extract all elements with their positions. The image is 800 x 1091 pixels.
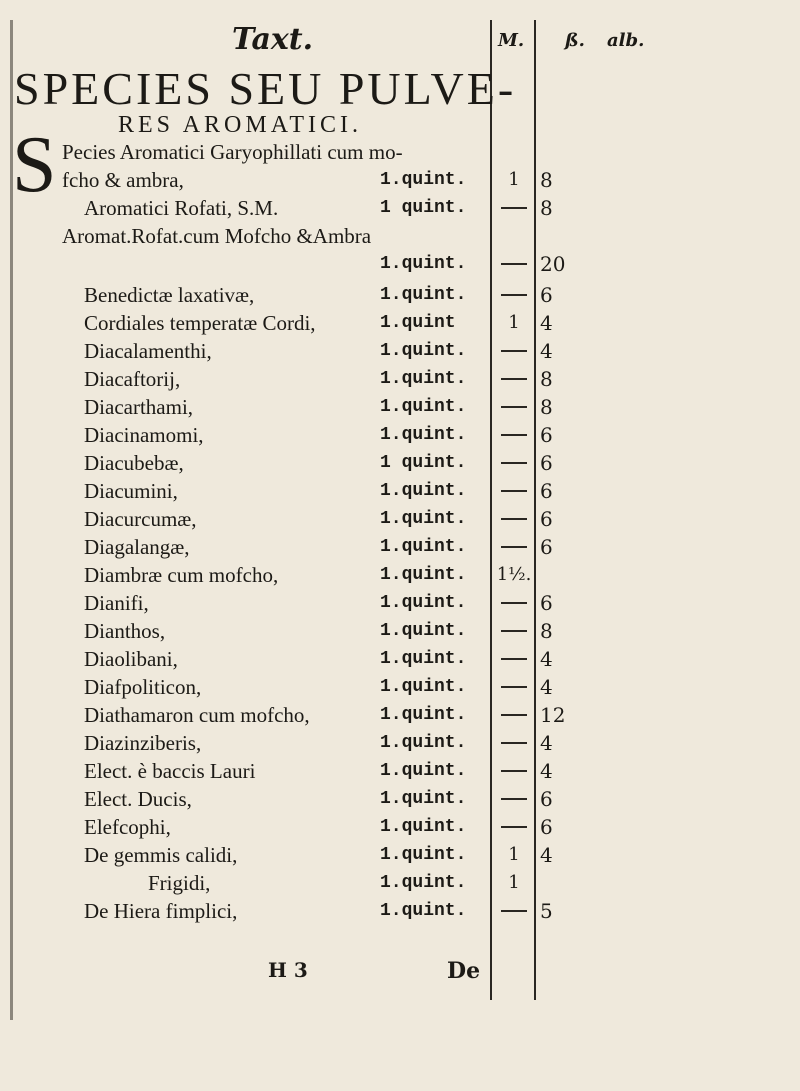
dash-mark (501, 207, 527, 209)
entry-quantity: 1.quint (380, 313, 456, 333)
dash-mark (501, 294, 527, 296)
entry-price-m (492, 535, 536, 559)
entry-price-m (492, 252, 536, 276)
dash-mark (501, 826, 527, 828)
drop-cap: S (12, 121, 57, 209)
entry-price-m (492, 759, 536, 783)
entry-quantity: 1.quint. (380, 509, 467, 529)
column-header-m: M. (498, 30, 525, 51)
entry-price-m (492, 395, 536, 419)
dash-mark (501, 686, 527, 688)
dash-mark (501, 714, 527, 716)
entry-name: Dianthos, (84, 619, 166, 643)
entry-price-f: 6 (540, 535, 553, 559)
entry-price-m: 1 (508, 872, 520, 893)
dash-mark (501, 546, 527, 548)
entry-name: Aromat.Rofat.cum Mofcho &Ambra (62, 224, 372, 248)
column-header-f: ß. (565, 30, 585, 51)
entry-price-f: 6 (540, 479, 553, 503)
entry-quantity: 1.quint. (380, 170, 467, 190)
entry-price-f: 4 (540, 339, 553, 363)
section-subtitle: RES AROMATICI. (118, 112, 363, 138)
entry-price-m: 1 (508, 312, 520, 333)
entry-price-m: 1½. (496, 564, 532, 585)
entry-name: Diacumini, (84, 479, 178, 503)
entry-name: Diacubebæ, (84, 451, 184, 475)
entry-quantity: 1.quint. (380, 817, 467, 837)
entry-name: Diacurcumæ, (84, 507, 197, 531)
entry-quantity: 1.quint. (380, 873, 467, 893)
entry-quantity: 1.quint. (380, 649, 467, 669)
entry-price-m (492, 339, 536, 363)
dash-mark (501, 602, 527, 604)
entry-quantity: 1.quint. (380, 901, 467, 921)
entry-price-f: 8 (540, 168, 553, 192)
entry-quantity: 1.quint. (380, 845, 467, 865)
section-title: SPECIES SEU PULVE- (14, 63, 517, 114)
dash-mark (501, 518, 527, 520)
entry-name: Diacalamenthi, (84, 339, 212, 363)
entry-name: Diagalangæ, (84, 535, 190, 559)
signature-mark: H 3 (268, 958, 308, 982)
dash-mark (501, 770, 527, 772)
entry-name: Diacinamomi, (84, 423, 204, 447)
entry-price-f: 6 (540, 815, 553, 839)
entry-quantity: 1.quint. (380, 621, 467, 641)
entry-price-f: 6 (540, 423, 553, 447)
entry-name: Dianifi, (84, 591, 149, 615)
dash-mark (501, 434, 527, 436)
entry-price-m (492, 591, 536, 615)
entry-quantity: 1.quint. (380, 254, 467, 274)
dash-mark (501, 462, 527, 464)
entry-price-f: 8 (540, 395, 553, 419)
entry-price-f: 6 (540, 451, 553, 475)
entry-price-f: 8 (540, 619, 553, 643)
entry-price-f: 4 (540, 731, 553, 755)
dash-mark (501, 658, 527, 660)
entry-price-f: 5 (540, 899, 553, 923)
dash-mark (501, 742, 527, 744)
entry-price-f: 4 (540, 647, 553, 671)
entry-price-f: 4 (540, 311, 553, 335)
entry-price-f: 20 (540, 252, 566, 276)
entry-price-m (492, 423, 536, 447)
running-title: Taxt. (232, 22, 314, 57)
entry-quantity: 1.quint. (380, 733, 467, 753)
entry-quantity: 1.quint. (380, 397, 467, 417)
entry-name: Frigidi, (148, 871, 211, 895)
entry-price-f: 6 (540, 283, 553, 307)
entry-name: Aromatici Rofati, S.M. (84, 196, 279, 220)
entry-name: fcho & ambra, (62, 168, 184, 192)
entry-quantity: 1 quint. (380, 198, 467, 218)
entry-price-m (492, 619, 536, 643)
entry-name: Diafpoliticon, (84, 675, 202, 699)
entry-quantity: 1.quint. (380, 537, 467, 557)
entry-price-m: 1 (508, 169, 520, 190)
dash-mark (501, 490, 527, 492)
entry-quantity: 1 quint. (380, 453, 467, 473)
entry-quantity: 1.quint. (380, 761, 467, 781)
entry-name: Diacarthami, (84, 395, 194, 419)
dash-mark (501, 378, 527, 380)
entry-name: Elect. Ducis, (84, 787, 192, 811)
entry-quantity: 1.quint. (380, 369, 467, 389)
entry-price-f: 6 (540, 591, 553, 615)
entry-price-f: 8 (540, 196, 553, 220)
entry-price-f: 6 (540, 787, 553, 811)
entry-price-m (492, 647, 536, 671)
entry-price-m (492, 196, 536, 220)
entry-price-f: 4 (540, 675, 553, 699)
entry-price-m (492, 451, 536, 475)
entry-name: Diambræ cum mofcho, (84, 563, 279, 587)
entry-price-m (492, 787, 536, 811)
entry-name: Elefcophi, (84, 815, 171, 839)
entry-price-m: 1 (508, 844, 520, 865)
entry-name: Diathamaron cum mofcho, (84, 703, 310, 727)
entry-price-m (492, 367, 536, 391)
entry-price-m (492, 507, 536, 531)
entry-price-m (492, 675, 536, 699)
dash-mark (501, 910, 527, 912)
entry-price-m (492, 703, 536, 727)
entry-name: Pecies Aromatici Garyophillati cum mo- (62, 140, 403, 164)
entry-price-f: 6 (540, 507, 553, 531)
entry-price-m (492, 815, 536, 839)
entry-quantity: 1.quint. (380, 789, 467, 809)
entry-price-m (492, 731, 536, 755)
entry-name: Diacaftorij, (84, 367, 181, 391)
entry-name: De Hiera fimplici, (84, 899, 238, 923)
entry-name: Benedictæ laxativæ, (84, 283, 255, 307)
catchword: De (447, 958, 481, 984)
entry-name: De gemmis calidi, (84, 843, 238, 867)
entry-name: Cordiales temperatæ Cordi, (84, 311, 316, 335)
entry-name: Diaolibani, (84, 647, 178, 671)
entry-quantity: 1.quint. (380, 593, 467, 613)
entry-quantity: 1.quint. (380, 341, 467, 361)
entry-quantity: 1.quint. (380, 677, 467, 697)
entry-price-f: 8 (540, 367, 553, 391)
entry-quantity: 1.quint. (380, 425, 467, 445)
entry-quantity: 1.quint. (380, 705, 467, 725)
dash-mark (501, 406, 527, 408)
entry-price-m (492, 899, 536, 923)
entry-price-f: 4 (540, 843, 553, 867)
entry-price-f: 12 (540, 703, 566, 727)
entry-quantity: 1.quint. (380, 285, 467, 305)
entry-name: Elect. è baccis Lauri (84, 759, 256, 783)
entry-name: Diazinziberis, (84, 731, 202, 755)
entry-quantity: 1.quint. (380, 565, 467, 585)
entry-price-m (492, 283, 536, 307)
dash-mark (501, 350, 527, 352)
dash-mark (501, 263, 527, 265)
dash-mark (501, 798, 527, 800)
dash-mark (501, 630, 527, 632)
entry-price-f: 4 (540, 759, 553, 783)
column-header-alb: alb. (607, 30, 645, 51)
entry-price-m (492, 479, 536, 503)
entry-quantity: 1.quint. (380, 481, 467, 501)
